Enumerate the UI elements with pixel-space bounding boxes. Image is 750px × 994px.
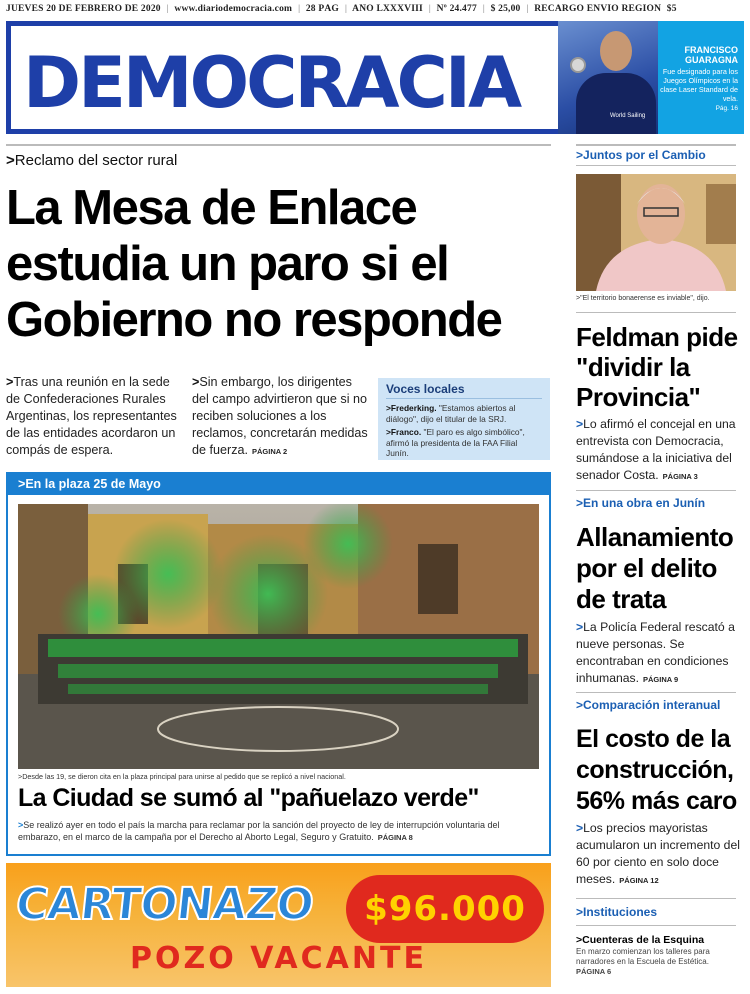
sailing-brand-label: World Sailing (610, 113, 646, 119)
trata-body: >La Policía Federal rescató a nueve personas. Se encontraban en condiciones inhumanas. PÁGINA 9 (576, 620, 735, 685)
costo-body: >Los precios mayoristas acumularon un incremento del 60 por ciento en solo doce meses. PÁGINA 12 (576, 821, 740, 886)
issue-number: Nº 24.477 (436, 4, 477, 14)
lead-column-2: >Sin embargo, los dirigentes del campo advirtieron que si no reciben soluciones a los reclamos, concretarán medidas de fuerza. PÁGINA 2 (192, 375, 368, 457)
sidebar-kicker-juntos: >Juntos por el Cambio (576, 148, 706, 162)
ad-prize: $96.000 (346, 875, 544, 943)
ad-subtitle: POZO VACANTE (130, 941, 427, 976)
plaza-headline[interactable]: La Ciudad se sumó al "pañuelazo verde" (18, 784, 479, 812)
cartonazo-ad[interactable] (6, 863, 551, 987)
divider (576, 144, 736, 146)
lead-headline[interactable]: La Mesa de Enlace estudia un paro si el Gobierno no responde (6, 181, 502, 347)
promo-text: Fue designado para los Juegos Olímpicos en la clase Laser Standard de vela. (660, 67, 738, 103)
medal-icon (570, 57, 586, 73)
feldman-headline[interactable]: Feldman pide "dividir la Provincia" (576, 322, 738, 412)
voces-locales-box (378, 378, 550, 460)
divider (576, 490, 736, 491)
sidebar-kicker-interanual: >Comparación interanual (576, 698, 721, 712)
divider (576, 312, 736, 313)
plaza-header: >En la plaza 25 de Mayo (8, 474, 549, 495)
surcharge-price: $5 (666, 4, 677, 14)
sidebar-kicker-junin: >En una obra en Junín (576, 496, 706, 510)
ad-brand: CARTONAZO (13, 879, 316, 930)
promo-photo (558, 21, 658, 134)
page-ref: PÁGINA 6 (576, 967, 612, 976)
feldman-portrait (576, 174, 736, 291)
voces-title: Voces locales (386, 382, 542, 399)
divider (576, 692, 736, 693)
voces-item: >Frederking. "Estamos abiertos al diálogo", dijo el titular de la SRJ. (386, 403, 516, 424)
voces-item: >Franco. "El paro es algo simbólico", afirmó la presidenta de la FAA Filial Junín. (386, 427, 525, 458)
instituciones-body: En marzo comienzan los talleres para narradores en la Escuela de Estética. PÁGINA 6 (576, 947, 710, 976)
divider (6, 144, 551, 146)
trata-headline[interactable]: Allanamiento por el delito de trata (576, 522, 734, 614)
promo-page: Pág. 16 (715, 105, 738, 112)
promo-teaser[interactable] (658, 21, 744, 134)
surcharge-label: RECARGO ENVÍO REGIÓN (534, 4, 662, 14)
page-count: 28 PÁG (305, 4, 339, 14)
feldman-photo[interactable] (576, 174, 736, 291)
page-ref: PÁGINA 3 (662, 472, 698, 481)
masthead (6, 21, 744, 134)
feldman-photo-caption: >"El territorio bonaerense es inviable", dijo. (576, 295, 710, 302)
price: $ 25,00 (490, 4, 521, 14)
divider (576, 898, 736, 899)
athlete-body (576, 73, 656, 134)
page-ref: PÁGINA 2 (252, 447, 288, 456)
lead-column-1: >Tras una reunión en la sede de Confederaciones Rurales Argentinas, los representantes de las entidades acordaron un compás de espera. (6, 375, 177, 457)
plaza-photo[interactable] (18, 504, 539, 769)
plaza-story (6, 472, 551, 856)
costo-headline[interactable]: El costo de la construcción, 56% más caro (576, 725, 737, 815)
issue-date: JUEVES 20 DE FEBRERO DE 2020 (6, 4, 161, 14)
page-ref: PÁGINA 8 (377, 833, 413, 842)
plaza-photo-caption: >Desde las 19, se dieron cita en la plaza principal para unirse al pedido que se replicó a nivel nacional. (18, 772, 346, 781)
feldman-body: >Lo afirmó el concejal en una entrevista con Democracia, sumándose a la iniciativa del senador Costa. PÁGINA 3 (576, 417, 736, 482)
athlete-head (600, 31, 632, 71)
divider (576, 925, 736, 926)
page-ref: PÁGINA 9 (643, 675, 679, 684)
page-ref: PÁGINA 12 (619, 876, 659, 885)
plaza-body: >Se realizó ayer en todo el país la marcha para reclamar por la sanción del proyecto de ley de interrupción voluntaria del embarazo, en el marco de la campaña por el Derecho al Aborto Legal, Seguro y Gratuito. PÁGINA 8 (18, 820, 500, 842)
sidebar-kicker-instituciones: >Instituciones (576, 905, 658, 919)
year-label: AÑO LXXXVIII (352, 4, 423, 14)
logo-area (11, 26, 559, 129)
promo-name-last: GUARAGNA (685, 55, 738, 65)
promo-name-first: FRANCISCO (684, 45, 738, 55)
instituciones-headline[interactable]: >Cuenteras de la Esquina (576, 934, 705, 946)
lead-kicker: >Reclamo del sector rural (6, 152, 178, 169)
newspaper-logo[interactable]: DEMOCRACIA (23, 42, 520, 124)
top-info-bar: JUEVES 20 DE FEBRERO DE 2020 | www.diariodemocracia.com | 28 PÁG | AÑO LXXXVIII | Nº 24.477 | $ 25,00 | RECARGO ENVÍO REGIÓN $5 (6, 4, 677, 14)
website-link[interactable]: www.diariodemocracia.com (174, 4, 293, 14)
divider (576, 165, 736, 166)
plaza-scene (18, 504, 539, 769)
